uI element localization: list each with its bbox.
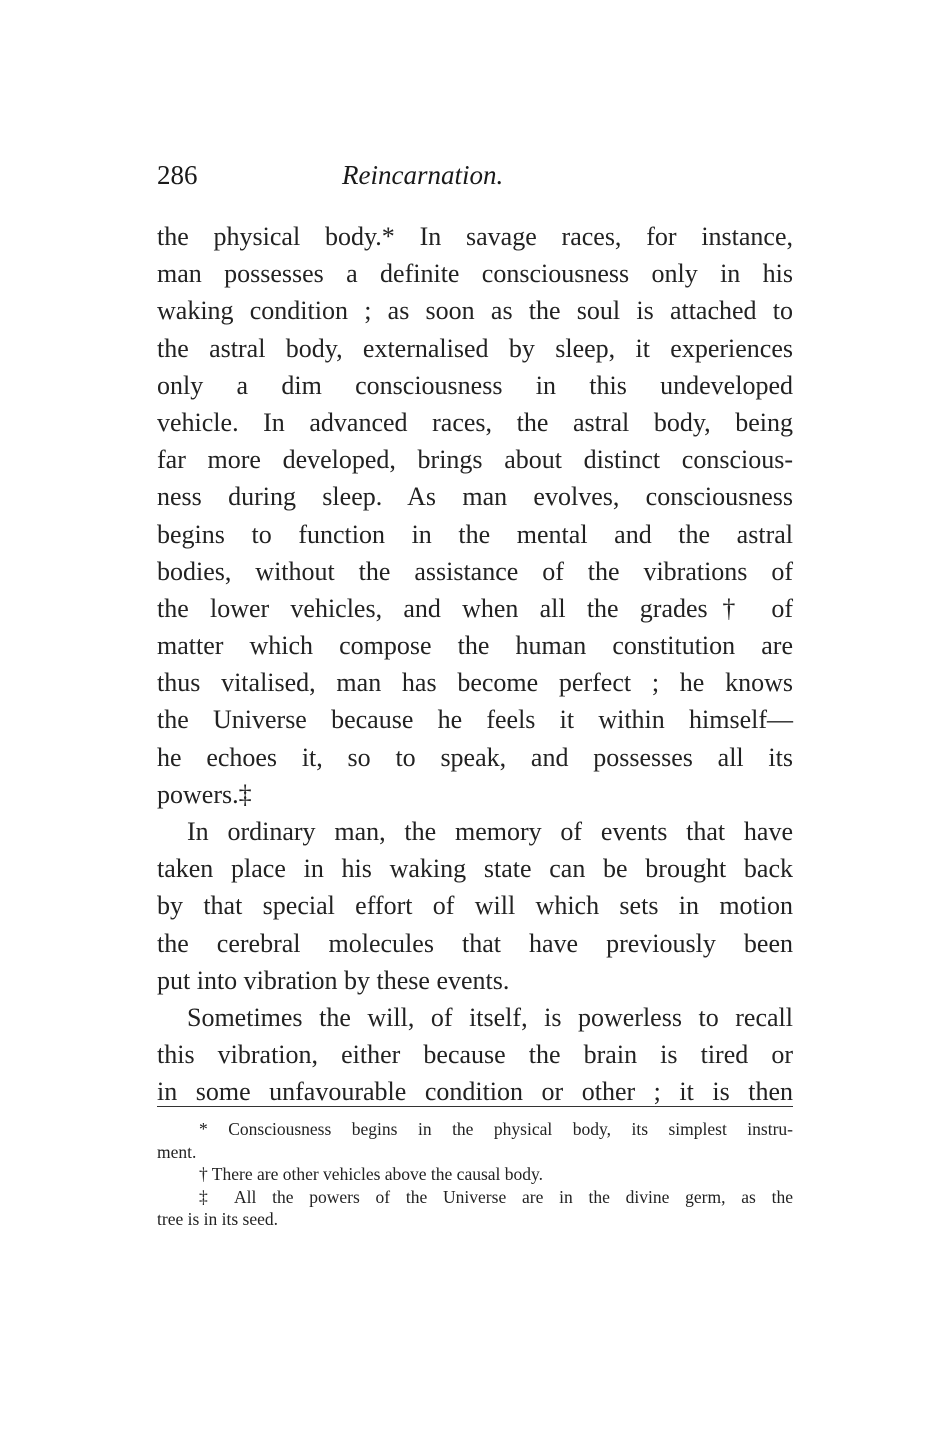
footnote-line: ‡ All the powers of the Universe are in the divine germ, as the: [199, 1186, 793, 1207]
body-text: [157, 218, 793, 1111]
text-line: taken place in his waking state can be brought back: [157, 854, 793, 884]
footnote-line: * Consciousness begins in the physical body, its simplest instru-: [199, 1119, 793, 1139]
text-line: matter which compose the human constitution are: [157, 631, 793, 661]
text-line: ness during sleep. As man evolves, consciousness: [157, 482, 793, 512]
text-line: thus vitalised, man has become perfect ; he knows: [157, 668, 793, 698]
text-line: the physical body.* In savage races, for instance,: [157, 222, 793, 251]
text-line: the Universe because he feels it within himself—: [157, 705, 793, 735]
text-line: powers.‡: [157, 779, 252, 809]
running-title: Reincarnation.: [342, 160, 504, 190]
text-line: Sometimes the will, of itself, is powerless to recall: [187, 1002, 793, 1032]
text-line: in some unfavourable condition or other ; it is then: [157, 1077, 793, 1107]
text-line: vehicle. In advanced races, the astral body, being: [157, 407, 793, 437]
text-line: bodies, without the assistance of the vibrations of: [157, 556, 793, 586]
footnote-rule: [157, 1106, 793, 1107]
page-number: 286: [157, 160, 198, 190]
footnote-line: † There are other vehicles above the causal body.: [199, 1164, 544, 1184]
text-line: he echoes it, so to speak, and possesses all its: [157, 742, 793, 772]
footnotes: [157, 1118, 793, 1231]
text-line: this vibration, either because the brain is tired or: [157, 1040, 793, 1070]
text-line: by that special effort of will which sets in motion: [157, 891, 793, 921]
text-line: the cerebral molecules that have previously been: [157, 928, 793, 958]
text-line: begins to function in the mental and the astral: [157, 519, 793, 549]
footnote-line: tree is in its seed.: [157, 1209, 279, 1229]
text-line: man possesses a definite consciousness only in his: [157, 259, 793, 289]
text-line: In ordinary man, the memory of events that have: [187, 817, 793, 846]
text-line: the lower vehicles, and when all the grades† of: [157, 593, 793, 623]
text-line: only a dim consciousness in this undeveloped: [157, 370, 793, 400]
text-line: put into vibration by these events.: [157, 965, 510, 995]
text-line: waking condition ; as soon as the soul is attached to: [157, 296, 793, 326]
text-line: the astral body, externalised by sleep, it experiences: [157, 333, 793, 363]
footnote-line: ment.: [157, 1141, 197, 1162]
page-header: [157, 160, 797, 200]
text-line: far more developed, brings about distinct conscious-: [157, 445, 793, 475]
